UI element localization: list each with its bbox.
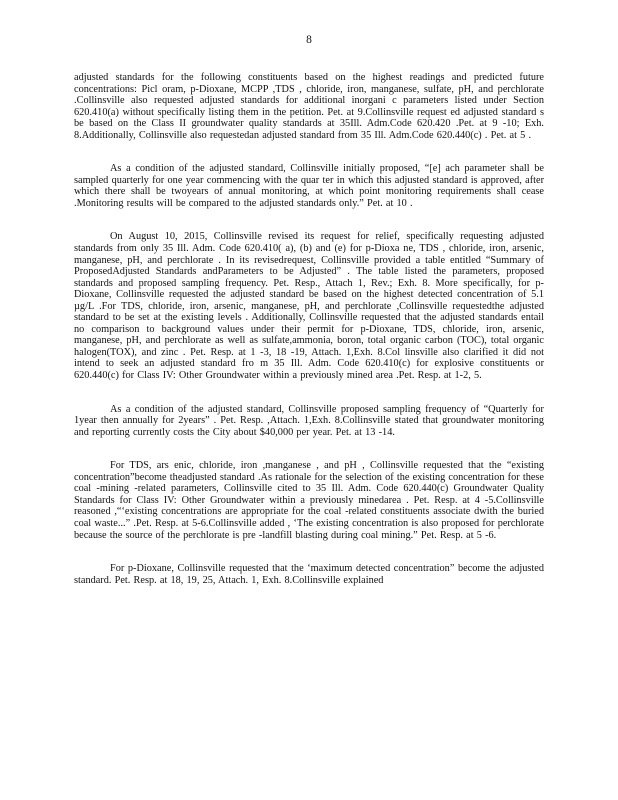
paragraph-3: On August 10, 2015, Collinsville revised its request for relief, specifically requesting adjusted standards from only 35 Ill. Adm. Code 620.410( a), (b) and (e) for p-Dioxa ne, TDS , chloride, iron, arsenic, manganese, pH, and perchlorate . In its revisedrequest, Collinsville provided a table entitled “Summary of ProposedAdjusted Standards andParameters to be Adjusted” . The table listed the parameters, proposed standards and proposed sampling frequency. Pet. Resp., Attach 1, Rev.; Exh. 8. More specifically, for p-Dioxane, Collinsville requested the adjusted standard be based on the highest detected concentration of 5.1 µg/L .For TDS, chloride, iron, arsenic, manganese, pH, and perchlorate ,Collinsville requestedthe adjusted standard to be set at the existing levels . Additionally, Collinsville requested that the adjusted standards entail no comparison to background values under their permit for p-Dioxane, TDS, chloride, iron, arsenic, manganese, pH, and perchlorate as well as sulfate,ammonia, boron, total organic carbon (TOC), total organic halogen(TOX), and zinc . Pet. Resp. at 1 -3, 18 -19, Attach. 1,Exh. 8.Col linsville also clarified it did not intend to seek an adjusted standard fro m 35 Ill. Adm. Code 620.410(c) for explosive constituents or 620.440(c) for Class IV: Other Groundwater within a previously mined area .Pet. Resp. at 1-2, 5. [74, 231, 544, 382]
paragraph-5: For TDS, ars enic, chloride, iron ,manganese , and pH , Collinsville requested that the “existing concentration”become theadjusted standard .As rationale for the selection of the existing concentration for these coal -mining -related parameters, Collinsville cited to 35 Ill. Adm. Code 620.440(c) Groundwater Quality Standards for Class IV: Other Groundwater within a previously minedarea . Pet. Resp. at 4 -5.Collinsville reasoned ,“‘existing concentrations are appropriate for the coal -related constituents associate dwith the buried coal waste...” .Pet. Resp. at 5-6.Collinsville added , ‘The existing concentration is also proposed for perchlorate because the source of the perchlorate is pre -landfill blasting during coal mining.” Pet. Resp. at 5 -6. [74, 460, 544, 541]
paragraph-2: As a condition of the adjusted standard, Collinsville initially proposed, “[e] ach parameter shall be sampled quarterly for one year commencing with the quar ter in which this adjusted standard is approved, after which there shall be twoyears of annual monitoring, at which point monitoring requirements shall cease .Monitoring results will be compared to the adjusted standards only.” Pet. at 10 . [74, 163, 544, 209]
paragraph-6: For p-Dioxane, Collinsville requested that the ‘maximum detected concentration” become the adjusted standard. Pet. Resp. at 18, 19, 25, Attach. 1, Exh. 8.Collinsville explained [74, 563, 544, 586]
paragraph-4: As a condition of the adjusted standard, Collinsville proposed sampling frequency of “Quarterly for 1year then annually for 2years” . Pet. Resp. ,Attach. 1,Exh. 8.Collinsville stated that groundwater monitoring and reporting currently costs the City about $40,000 per year. Pet. at 13 -14. [74, 403, 544, 438]
body-text [74, 72, 544, 608]
paragraph-1: adjusted standards for the following constituents based on the highest readings and predicted future concentrations: Picl oram, p-Dioxane, MCPP ,TDS , chloride, iron, manganese, sulfate, pH, and perchlorate .Collinsville also requested adjusted standards for additional inorgani c parameters listed under Section 620.410(a) without specifically listing them in the petition. Pet. at 9.Collinsville request ed adjusted standard s be based on the Class II groundwater quality standards at 35Ill. Adm.Code 620.420 .Pet. at 9 -10; Exh. 8.Additionally, Collinsville also requestedan adjusted standard from 35 Ill. Adm.Code 620.440(c) . Pet. at 5 . [74, 72, 544, 141]
page-number: 8 [306, 34, 312, 46]
